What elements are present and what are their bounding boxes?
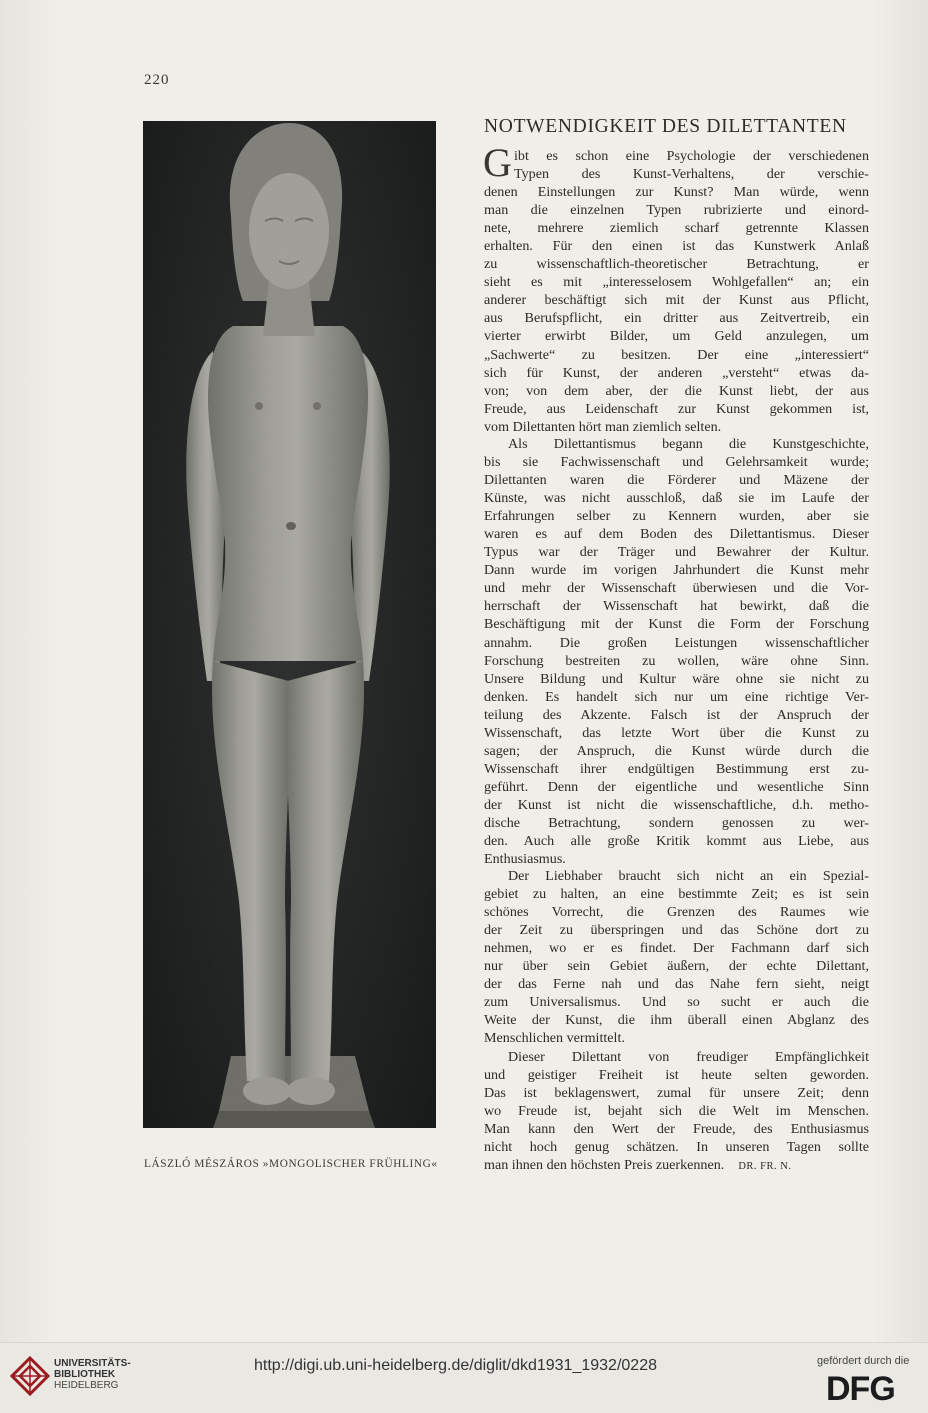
figure-caption: LÁSZLÓ MÉSZÁROS »MONGOLISCHER FRÜHLING« (144, 1158, 438, 1170)
text-line: man die einzelnen Typen rubrizierte und einord- (484, 202, 869, 219)
text-line: anderer beschäftigt sich mit der Kunst aus Pflicht, (484, 292, 869, 309)
text-line: bis sie Fachwissenschaft und Gelehrsamkeit wurde; (484, 454, 869, 471)
library-name-line: HEIDELBERG (54, 1380, 119, 1391)
text-line: teilung des Akzente. Falsch ist der Anspruch der (484, 706, 869, 723)
library-name-line: UNIVERSITÄTS- (54, 1358, 131, 1369)
text-line: aus Berufspflicht, ein dritter aus Zeitvertreib, ein (484, 310, 869, 327)
text-line: und mehr der Wissenschaft überwiesen und die Vor- (484, 580, 869, 597)
library-logo-icon (10, 1356, 50, 1396)
text-line: von; von dem aber, der die Kunst liebt, der aus (484, 382, 869, 399)
text-line: zum Universalismus. Und so sucht er auch die (484, 994, 869, 1011)
text-line: gebiet zu halten, an eine bestimmte Zeit; es ist sein (484, 886, 869, 903)
text-line: waren es auf dem Boden des Dilettantismus. Dieser (484, 526, 869, 543)
text-line: schönes Vorrecht, die Grenzen des Raumes wie (484, 904, 869, 921)
article-title: NOTWENDIGKEIT DES DILETTANTEN (484, 116, 847, 137)
text-line: Forschung bestreiten zu wollen, wäre ohne Sinn. (484, 652, 869, 669)
text-line: nete, mehrere ziemlich scharf getrennte Klassen (484, 220, 869, 237)
text-line: den. Auch alle große Kritik kommt aus Liebe, aus (484, 833, 869, 850)
text-line: vom Dilettanten hört man ziemlich selten. (484, 418, 722, 435)
page-number: 220 (144, 72, 170, 88)
text-line: Unsere Bildung und Kultur wäre ohne sie nicht zu (484, 670, 869, 687)
text-line: sieht es mit „interesselosem Wohlgefallen“ an; ein (484, 274, 869, 291)
text-line: sich für Kunst, der anderen „versteht“ etwas da- (484, 364, 869, 381)
sculpture-photograph (143, 121, 436, 1128)
sculpture-illustration (143, 121, 436, 1128)
text-line: Künste, was nicht ausschloß, daß sie im Laufe der (484, 490, 869, 507)
text-line: der Kunst ist nicht die wissenschaftliche, d.h. metho- (484, 796, 869, 813)
text-line: denen Einstellungen zur Kunst? Man würde, wenn (484, 184, 869, 201)
funded-by-label: gefördert durch die (817, 1355, 910, 1367)
text-line: dische Betrachtung, sondern genossen zu wer- (484, 814, 869, 831)
text-line: wo Freude ist, bejaht sich die Welt im Menschen. (484, 1103, 869, 1120)
text-line: Als Dilettantismus begann die Kunstgeschichte, (508, 436, 869, 452)
text-line: nicht hoch genug schätzen. In unseren Tagen sollte (484, 1139, 869, 1156)
text-line: Menschlichen vermittelt. (484, 1030, 625, 1047)
text-line: Wissenschaft ihrer endgültigen Bestimmung erst zu- (484, 760, 869, 777)
text-line: Erfahrungen selber zu Kennern wurden, aber sie (484, 508, 869, 525)
source-url-link[interactable]: http://digi.ub.uni-heidelberg.de/diglit/dkd1931_1932/0228 (254, 1357, 657, 1374)
library-name (54, 1358, 131, 1391)
drop-cap: G (483, 140, 512, 185)
article-paragraph-1 (483, 140, 869, 436)
text-line: geführt. Denn der eigentliche und wesentliche Sinn (484, 778, 869, 795)
text-line: vierter erwirbt Bilder, um Geld anzulegen, um (484, 328, 869, 345)
text-line: Dann wurde im vorigen Jahrhundert die Kunst mehr (484, 562, 869, 579)
text-line: nur über sein Gebiet äußern, der echte Dilettant, (484, 958, 869, 975)
text-line: Der Liebhaber braucht sich nicht an ein Spezial- (508, 868, 869, 884)
article-paragraph-2 (484, 435, 869, 868)
footer-bar (0, 1342, 928, 1413)
text-line: nehmen, wo er es findet. Der Fachmann darf sich (484, 940, 869, 957)
text-line: Typus war der Träger und Bewahrer der Kultur. (484, 544, 869, 561)
text-line: Dilettanten waren die Förderer und Mäzene der (484, 472, 869, 489)
text-line: Beschäftigung mit der Kunst die Form der Forschung (484, 616, 869, 633)
text-line: Dieser Dilettant von freudiger Empfänglichkeit (508, 1049, 869, 1065)
text-line: erhalten. Für den einen ist das Kunstwerk Anlaß (484, 238, 869, 255)
text-line: und geistiger Freiheit ist heute selten geworden. (484, 1067, 869, 1084)
text-line (484, 1156, 869, 1174)
text-line: zu wissenschaftlich-theoretischer Betrachtung, er (484, 256, 869, 273)
author-signature: DR. FR. N. (738, 1161, 792, 1173)
text-line: annahm. Die großen Leistungen wissenschaftlicher (484, 634, 869, 651)
closing-line: man ihnen den höchsten Preis zuerkennen. (484, 1157, 725, 1174)
text-line: Typen des Kunst-Verhaltens, der verschie- (514, 166, 869, 183)
text-line: der das Ferne nah und das Nahe fern sieht, neigt (484, 976, 869, 993)
text-line: der Zeit zu überspringen und das Schöne dort zu (484, 922, 869, 939)
library-name-line: BIBLIOTHEK (54, 1369, 116, 1380)
text-line: „Sachwerte“ zu besitzen. Der eine „interessiert“ (484, 346, 869, 363)
text-line: herrschaft der Wissenschaft hat bewirkt, daß die (484, 598, 869, 615)
article-paragraph-3 (484, 867, 869, 1047)
text-line: Weite der Kunst, die ihm überall einen Abglanz des (484, 1012, 869, 1029)
text-line: Man kann den Wert der Freude, des Enthusiasmus (484, 1121, 869, 1138)
text-line: Enthusiasmus. (484, 851, 566, 868)
article-paragraph-4 (484, 1048, 869, 1174)
text-line: denken. Es handelt sich nur um eine richtige Ver- (484, 688, 869, 705)
text-line: Freude, aus Leidenschaft zur Kunst gekommen ist, (484, 400, 869, 417)
text-line: ibt es schon eine Psychologie der verschiedenen (514, 148, 869, 164)
text-line: Wissenschaft, das letzte Wort über die Kunst zu (484, 724, 869, 741)
text-line: Das ist beklagenswert, zumal für unsere Zeit; denn (484, 1085, 869, 1102)
dfg-logo: DFG (826, 1370, 895, 1408)
text-line: sagen; der Anspruch, die Kunst würde durch die (484, 742, 869, 759)
